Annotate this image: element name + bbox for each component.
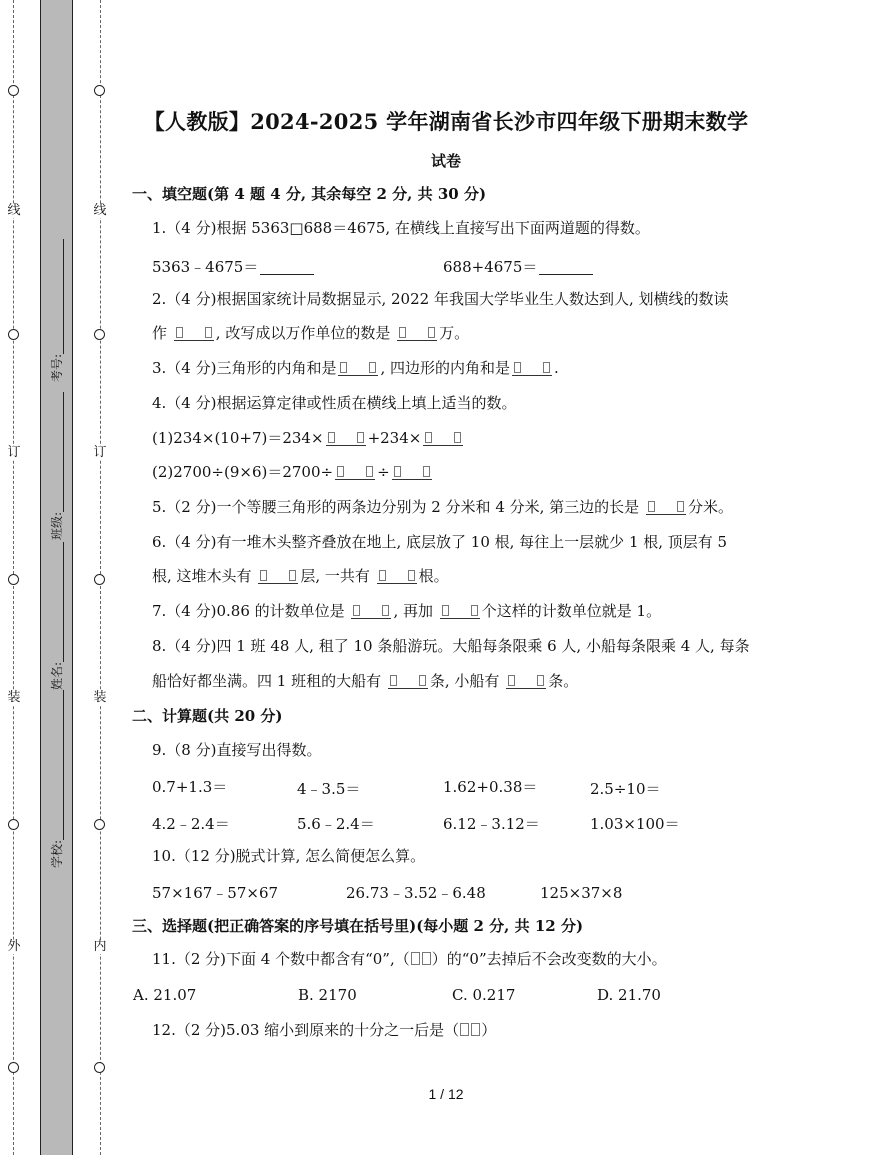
q9-item: 6.12﹣3.12＝ (443, 815, 540, 833)
question-5: 5.（2 分)一个等腰三角形的两条边分别为 2 分米和 4 分米, 第三边的长是 分米。 (152, 498, 733, 516)
binding-hole (8, 574, 19, 585)
binding-hole (94, 329, 105, 340)
question-4: 4.（4 分)根据运算定律或性质在横线上填上适当的数。 (152, 394, 517, 412)
q1-part-a[interactable]: 5363﹣4675＝ (152, 257, 314, 277)
binding-char: 订 (7, 445, 21, 460)
field-label: 考号: (50, 353, 64, 382)
answer-blank[interactable] (397, 324, 437, 341)
binding-char: 外 (7, 939, 21, 954)
name-field[interactable] (49, 542, 64, 690)
q9-item: 0.7+1.3＝ (152, 778, 228, 796)
section-heading: 三、选择题(把正确答案的序号填在括号里)(每小题 2 分, 共 12 分) (132, 917, 584, 935)
answer-blank[interactable] (377, 567, 417, 584)
binding-char: 内 (93, 939, 107, 954)
answer-blank[interactable] (258, 567, 298, 584)
answer-blank[interactable] (506, 672, 546, 689)
strip-right-border (72, 0, 73, 1155)
question-9: 9.（8 分)直接写出得数。 (152, 741, 322, 759)
q9-item: 4.2﹣2.4＝ (152, 815, 230, 833)
field-label: 班级: (50, 511, 64, 540)
section-heading: 二、计算题(共 20 分) (132, 707, 283, 725)
question-12: 12.（2 分)5.03 缩小到原来的十分之一后是（ ） (152, 1021, 497, 1039)
class-field[interactable] (49, 392, 64, 540)
answer-blank[interactable] (392, 463, 432, 480)
answer-blank[interactable] (338, 359, 378, 376)
answer-blank[interactable] (174, 324, 214, 341)
q10-item: 125×37×8 (540, 884, 623, 902)
answer-blank[interactable] (512, 359, 552, 376)
option-b[interactable]: B. 2170 (298, 986, 357, 1004)
q10-item: 57×167﹣57×67 (152, 884, 279, 902)
binding-hole (8, 329, 19, 340)
q9-item: 5.6﹣2.4＝ (297, 815, 375, 833)
answer-blank[interactable] (646, 498, 686, 515)
question-8-line2: 船恰好都坐满。四 1 班租的大船有 条, 小船有 条。 (152, 672, 579, 690)
q9-item: 4﹣3.5＝ (297, 780, 361, 798)
question-7: 7.（4 分)0.86 的计数单位是 , 再加 个这样的计数单位就是 1。 (152, 602, 662, 620)
question-11: 11.（2 分)下面 4 个数中都含有“0”,（ ）的“0”去掉后不会改变数的大小。 (152, 950, 667, 968)
page-number: 1 / 12 (428, 1086, 464, 1102)
q9-item: 1.03×100＝ (590, 815, 680, 833)
question-6: 6.（4 分)有一堆木头整齐叠放在地上, 底层放了 10 根, 每往上一层就少 1 根, 顶层有 5 (152, 533, 728, 551)
binding-char: 装 (7, 690, 21, 705)
question-2: 2.（4 分)根据国家统计局数据显示, 2022 年我国大学毕业生人数达到人, 划横线的数读 (152, 290, 729, 308)
question-1: 1.（4 分)根据 5363□688＝4675, 在横线上直接写出下面两道题的得数。 (152, 219, 650, 237)
question-2-line2: 作 , 改写成以万作单位的数是 万。 (152, 324, 470, 342)
answer-blank[interactable] (440, 602, 480, 619)
binding-hole (8, 819, 19, 830)
school-field[interactable] (49, 690, 64, 868)
option-d[interactable]: D. 21.70 (597, 986, 661, 1004)
question-4-part1: (1)234×(10+7)＝234× +234× (152, 428, 465, 448)
question-3: 3.（4 分)三角形的内角和是 , 四边形的内角和是 . (152, 359, 559, 377)
question-10: 10.（12 分)脱式计算, 怎么简便怎么算。 (152, 847, 426, 865)
question-6-line2: 根, 这堆木头有 层, 一共有 根。 (152, 567, 449, 585)
answer-blank[interactable] (388, 672, 428, 689)
option-c[interactable]: C. 0.217 (452, 986, 516, 1004)
binding-hole (94, 1062, 105, 1073)
page-subtitle: 试卷 (430, 152, 461, 170)
section-heading: 一、填空题(第 4 题 4 分, 其余每空 2 分, 共 30 分) (132, 185, 487, 203)
answer-blank[interactable] (423, 429, 463, 446)
field-label: 学校: (50, 839, 64, 868)
option-a[interactable]: A. 21.07 (133, 986, 197, 1004)
binding-hole (94, 819, 105, 830)
binding-char: 线 (93, 203, 107, 218)
q9-item: 2.5÷10＝ (590, 780, 661, 798)
strip-left-border (40, 0, 41, 1155)
field-label: 姓名: (50, 661, 64, 690)
binding-char: 装 (93, 690, 107, 705)
binding-hole (8, 85, 19, 96)
question-8: 8.（4 分)四 1 班 48 人, 租了 10 条船游玩。大船每条限乘 6 人, 小船每条限乘 4 人, 每条 (152, 637, 750, 655)
binding-char: 线 (7, 203, 21, 218)
answer-blank[interactable] (335, 463, 375, 480)
q1-part-b[interactable]: 688+4675＝ (443, 257, 593, 277)
q9-item: 1.62+0.38＝ (443, 778, 538, 796)
q10-item: 26.73﹣3.52﹣6.48 (346, 884, 486, 902)
question-4-part2: (2)2700÷(9×6)＝2700÷ ÷ (152, 462, 434, 482)
binding-hole (8, 1062, 19, 1073)
exam-number-field[interactable] (49, 239, 64, 382)
binding-hole (94, 85, 105, 96)
answer-blank[interactable] (351, 602, 391, 619)
binding-char: 订 (93, 445, 107, 460)
page-title: 【人教版】2024-2025 学年湖南省长沙市四年级下册期末数学 (143, 109, 749, 134)
binding-hole (94, 574, 105, 585)
answer-blank[interactable] (326, 429, 366, 446)
